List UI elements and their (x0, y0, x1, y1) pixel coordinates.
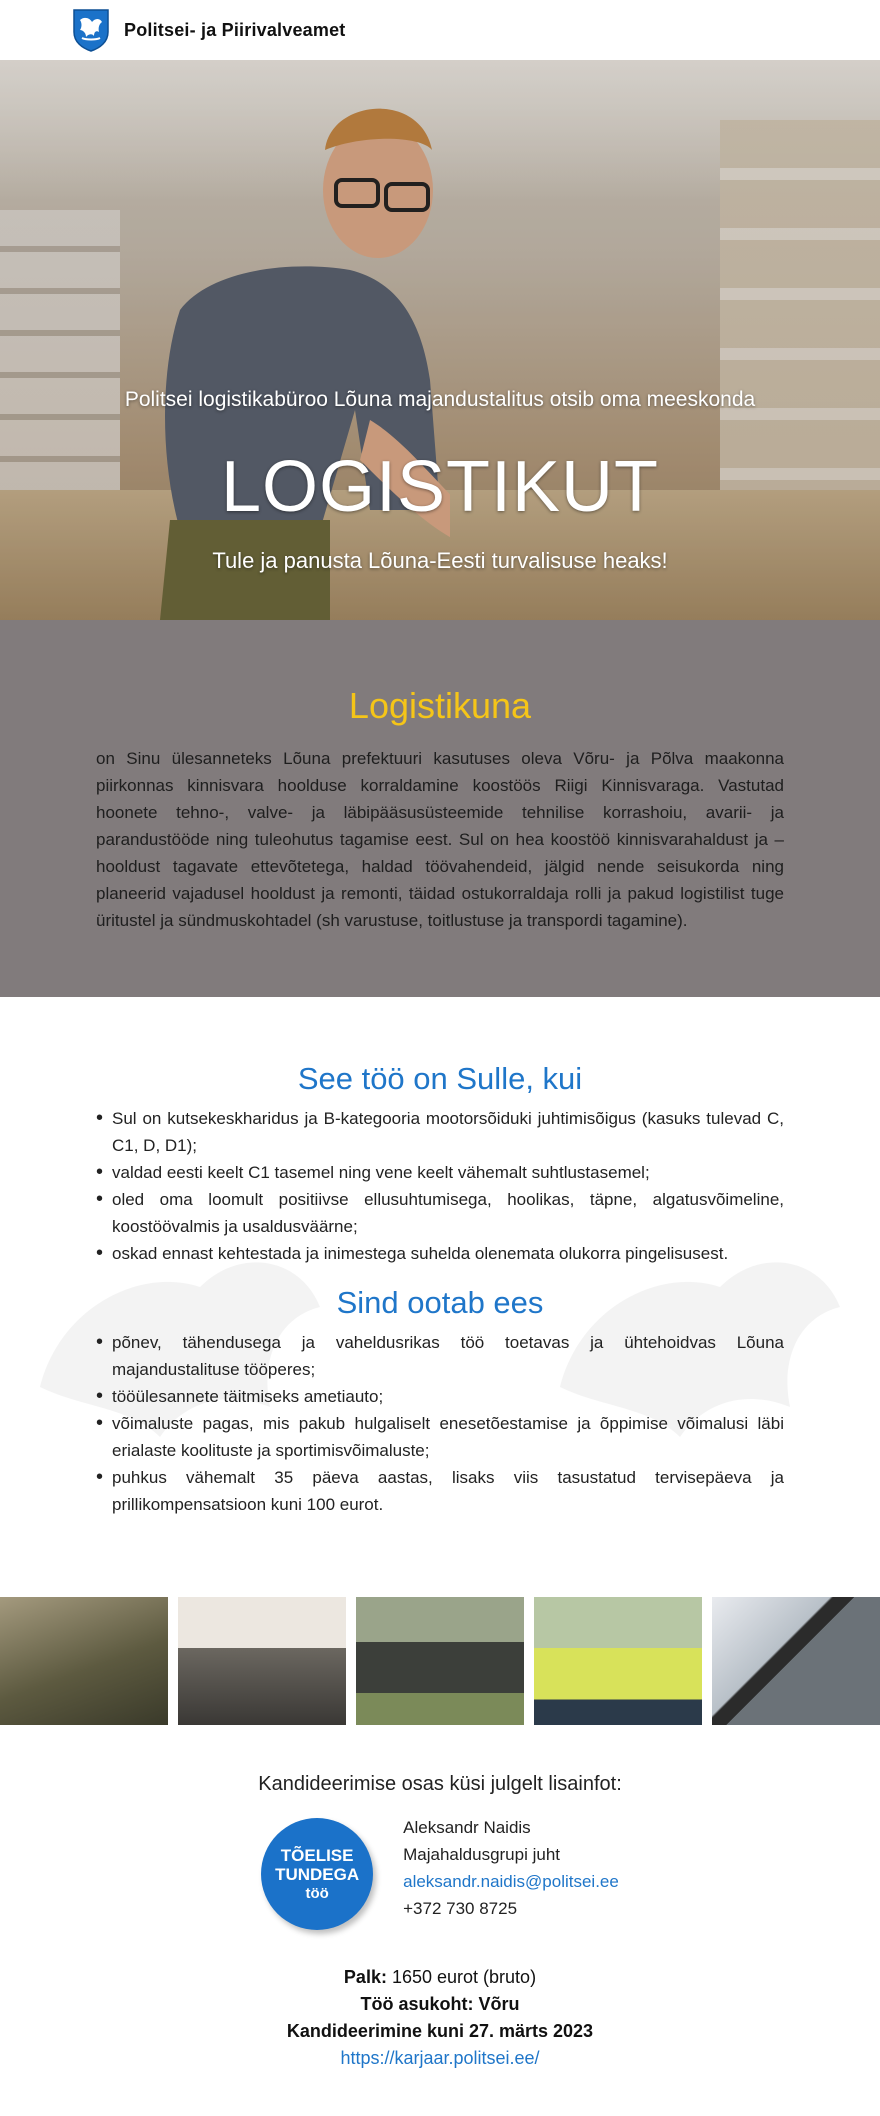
location-line: Töö asukoht: Võru (360, 1994, 520, 2014)
hero-slogan: Tule ja panusta Lõuna-Eesti turvalisuse heaks! (212, 548, 668, 573)
salary-value: 1650 eurot (bruto) (391, 1967, 537, 1987)
offer-item: • puhkus vähemalt 35 päeva aastas, lisaks viis tasustatud tervisepäeva ja prillikompensatsioon kuni 100 eurot. (96, 1464, 784, 1518)
offer-heading: Sind ootab ees (336, 1285, 544, 1320)
hero-kicker: Politsei logistikabüroo Lõuna majandustalitus otsib oma meeskonda (124, 388, 756, 411)
contact-prompt: Kandideerimise osas küsi julgelt lisainfot: (258, 1773, 622, 1795)
photo-k9-officer (0, 1597, 168, 1725)
top-bar (0, 0, 880, 60)
contact-person (403, 1814, 619, 1922)
offer-item: • tööülesannete täitmiseks ametiauto; (96, 1383, 784, 1410)
intro-body: on Sinu ülesanneteks Lõuna prefektuuri kasutuses oleva Võru- ja Põlva maakonna piirkonnas kinnisvara hoolduse korraldamine koostöös Riigi Kinnisvaraga. Vastutad hoonete tehno-, valve- ja läbipääsusüsteemide tehnilise korrashoiu, avarii- ja parandustööde ning tuleohutus tagamise eest. Sul on hea koostöö kinnisvarahaldust ja –hooldust tagavate ettevõtetega, haldad töövahendeid, jälgid nende seisukorda ning planeerid vajadusel hooldust ja remonti, täidad ostukorraldaja rolli ja pakud logistilist tuge üritustel ja sündmuskohtadel (sh varustuse, toitlustuse ja transpordi tagamine). (96, 749, 784, 930)
campaign-badge (261, 1818, 373, 1930)
requirement-item: • oskad ennast kehtestada ja inimestega suhelda olenemata olukorra pingelisusest. (96, 1240, 784, 1267)
badge-line: töö (305, 1884, 329, 1902)
offer-list (96, 1329, 784, 1518)
salary-line (0, 1964, 880, 1991)
contact-role: Majahaldusgrupi juht (403, 1845, 561, 1864)
photo-strip (0, 1597, 880, 1725)
contact-email-link[interactable]: aleksandr.naidis@politsei.ee (403, 1872, 619, 1891)
details-section (0, 997, 880, 1597)
requirement-item: • Sul on kutsekeskharidus ja B-kategooria mootorsõiduki juhtimisõigus (kasuks tulevad C, C1, D, D1); (96, 1105, 784, 1159)
org-name: Politsei- ja Piirivalveamet (124, 19, 346, 40)
deadline-line: Kandideerimine kuni 27. märts 2023 (286, 2021, 594, 2041)
hero-banner (0, 60, 880, 620)
requirements-heading: See töö on Sulle, kui (297, 1061, 583, 1096)
contact-phone: +372 730 8725 (403, 1899, 518, 1918)
requirement-item: • oled oma loomult positiivse ellusuhtumisega, hoolikas, täpne, algatusvõimeline, koostöövalmis ja usaldusväärne; (96, 1186, 784, 1240)
contact-name: Aleksandr Naidis (403, 1818, 531, 1837)
photo-helicopter-pilot (712, 1597, 880, 1725)
photo-officers-with-child (356, 1597, 524, 1725)
badge-line: TÕELISE (280, 1845, 354, 1865)
offer-item: • võimaluste pagas, mis pakub hulgaliselt enesetõestamise ja õppimise võimalusi läbi erialaste koolituste ja sportimisvõimaluste; (96, 1410, 784, 1464)
badge-line: TUNDEGA (275, 1864, 360, 1884)
contact-section (0, 1725, 880, 2116)
contact-card (0, 1814, 880, 1930)
photo-patrol-officers (534, 1597, 702, 1725)
intro-section (0, 620, 880, 997)
requirement-item: • valdad eesti keelt C1 tasemel ning vene keelt vähemalt suhtlustasemel; (96, 1159, 784, 1186)
hero-overlay (0, 60, 880, 620)
hero-title: LOGISTIKUT (220, 447, 660, 527)
police-crest-icon (72, 8, 110, 52)
requirements-list (96, 1105, 784, 1267)
photo-office-team (178, 1597, 346, 1725)
salary-label: Palk: (343, 1967, 387, 1987)
offer-item: • põnev, tähendusega ja vaheldusrikas töö toetavas ja ühtehoidvas Lõuna majandustalituse tööperes; (96, 1329, 784, 1383)
intro-heading: Logistikuna (348, 685, 532, 726)
job-facts (0, 1964, 880, 2072)
career-site-link[interactable]: https://karjaar.politsei.ee/ (340, 2048, 540, 2068)
